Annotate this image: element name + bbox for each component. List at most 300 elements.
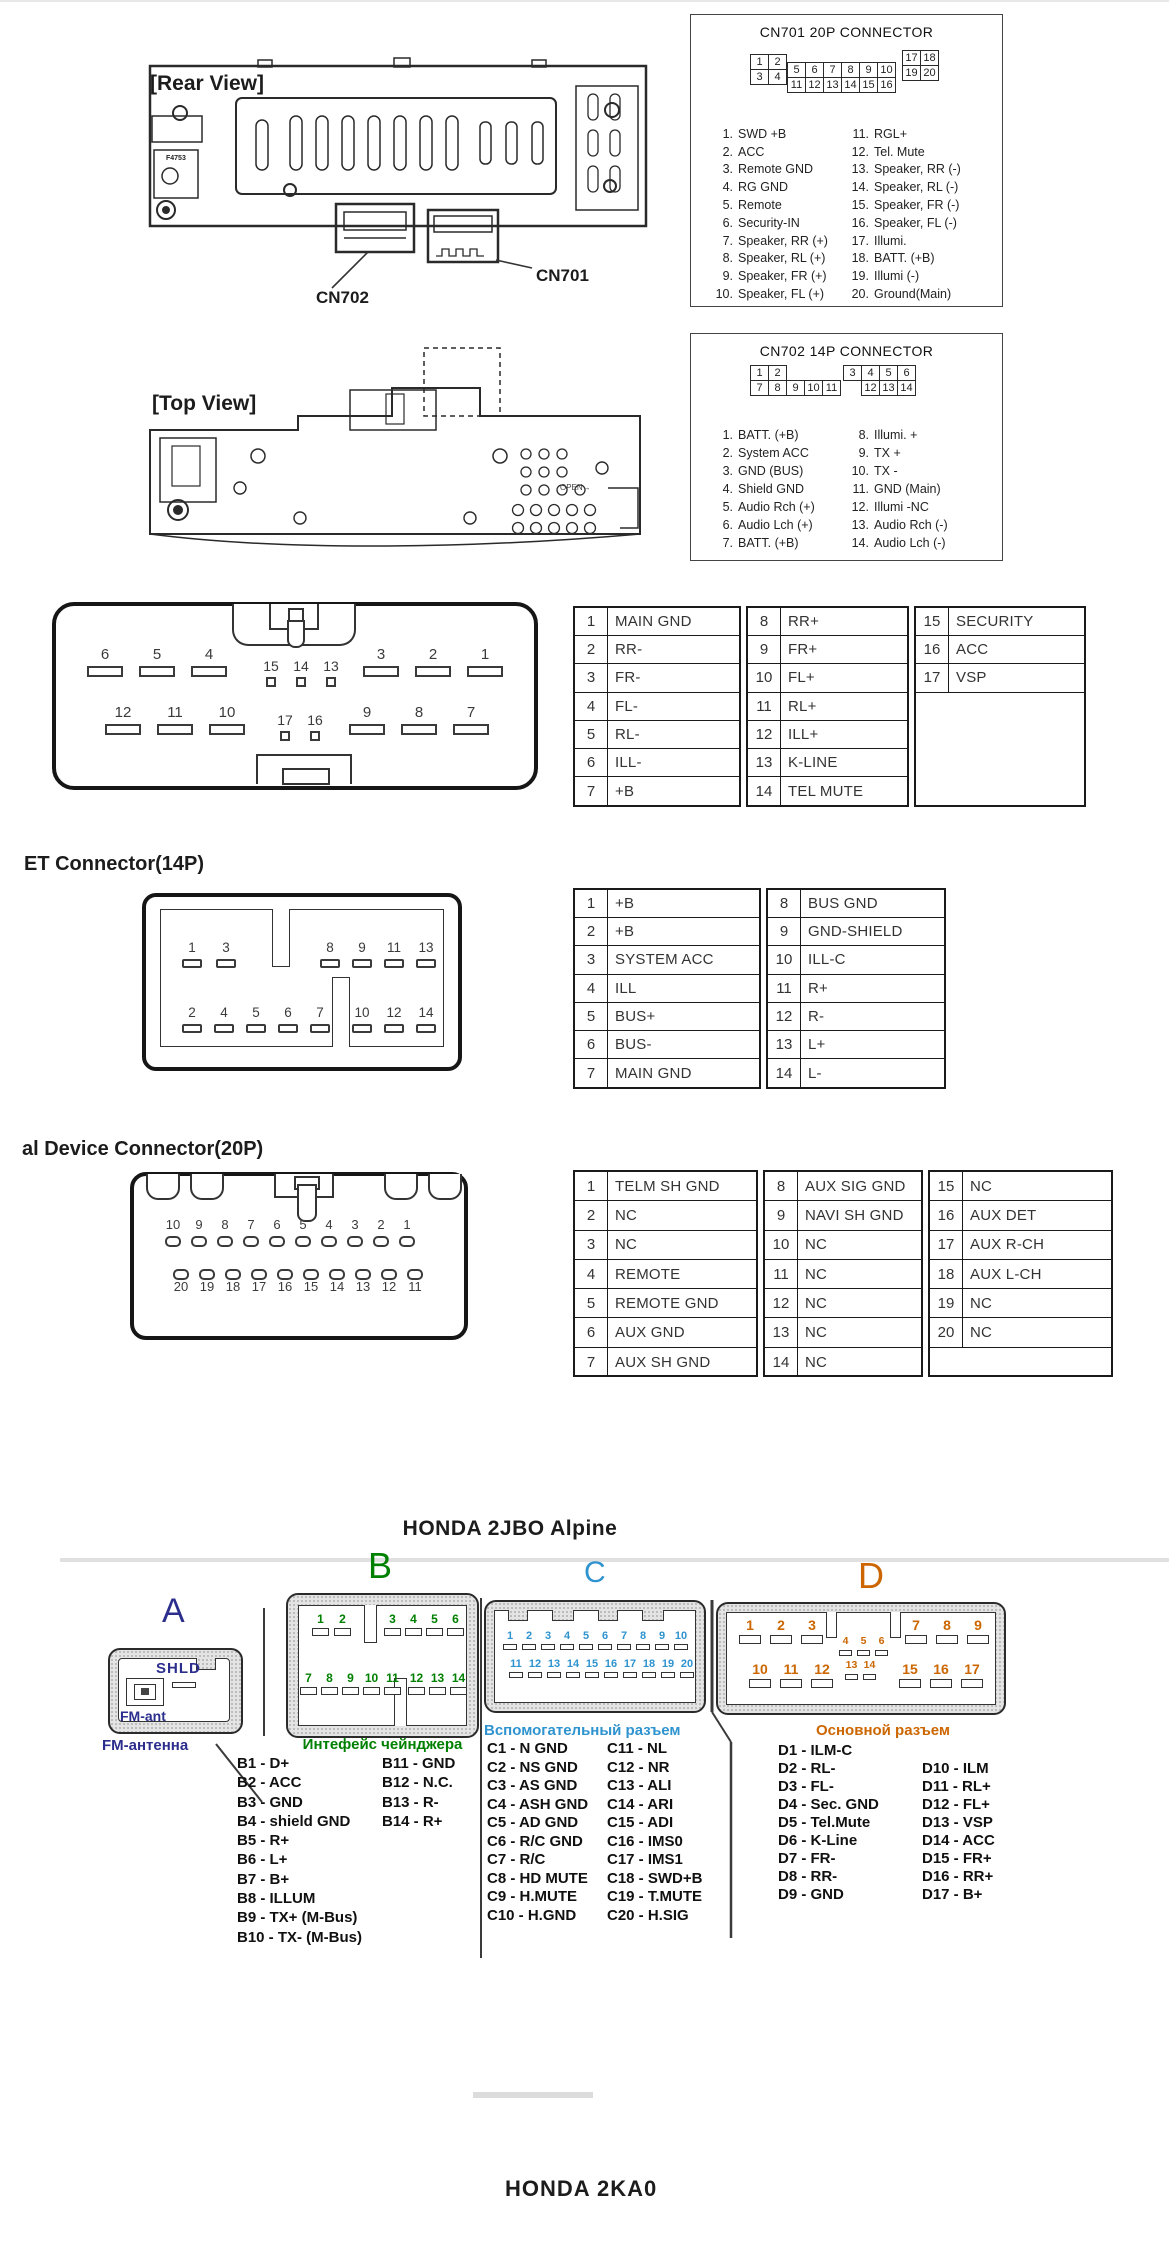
pin-table-row: 6 AUX GND (575, 1318, 756, 1347)
pin-table-row: 19 NC (930, 1289, 1111, 1318)
pin-cell: 8 (841, 62, 860, 78)
pin-table-row: 9 NAVI SH GND (765, 1201, 921, 1230)
connector-pin: 15 (584, 1658, 600, 1678)
pin-cell: 14 (841, 77, 860, 93)
pin-entry: C3 - AS GND (487, 1777, 578, 1794)
pin-table-row: 3 NC (575, 1231, 756, 1260)
pin-table-row: 16 ACC (916, 636, 1084, 664)
connector-pin: 11 (779, 1662, 803, 1688)
connector-pin: 4 (212, 1005, 236, 1033)
pin-list-row: 1. SWD +B (722, 126, 787, 141)
pin-list-row: 3. GND (BUS) (722, 464, 804, 478)
pin-table-row: 1 TELM SH GND (575, 1172, 756, 1201)
connector-pin: 4 (405, 1613, 422, 1636)
pin-list-row: 19. Illumi (-) (851, 269, 920, 284)
connector-pin: 18 (224, 1266, 242, 1295)
pin-cell: 9 (786, 380, 805, 396)
pin-cell: 13 (823, 77, 842, 93)
connector-pin: 6 (86, 646, 124, 677)
pin-cell: 11 (822, 380, 841, 396)
shld-label: SHLD (156, 1660, 201, 1677)
connector-pin: 10 (673, 1630, 689, 1650)
rear-small-text: F4753 (166, 155, 186, 162)
pin-table-row: 16 AUX DET (930, 1201, 1111, 1230)
connector-pin: 9 (348, 704, 386, 735)
pin-entry: D15 - FR+ (922, 1850, 992, 1867)
pin-table-row: 12 ILL+ (748, 721, 907, 749)
connector-pin: 1 (502, 1630, 518, 1650)
pin-list-row: 5. Remote (722, 198, 782, 213)
rear-view-label: [Rear View] (150, 72, 264, 95)
connector-pin: 19 (198, 1266, 216, 1295)
pin-entry: B14 - R+ (382, 1812, 443, 1830)
connector-pin: 1 (398, 1218, 416, 1247)
pin-table-row: 5 BUS+ (575, 1003, 759, 1031)
connector-pin: 13 (844, 1660, 859, 1680)
connector-pin: 7 (308, 1005, 332, 1033)
connector-pin: 5 (138, 646, 176, 677)
pin-table-row: 17 VSP (916, 664, 1084, 692)
connector-pin: 17 (250, 1266, 268, 1295)
pin-table-row: 13 L+ (768, 1031, 944, 1059)
pin-table-row: 10 NC (765, 1231, 921, 1260)
connector-pin: 5 (578, 1630, 594, 1650)
pin-entry: D1 - ILM-C (778, 1742, 853, 1759)
pin-entry: D14 - ACC (922, 1832, 995, 1849)
connector-a-drawing (108, 1648, 243, 1734)
connector-pin: 3 (346, 1218, 364, 1247)
connector-pin: 14 (450, 1672, 467, 1695)
pin-cell: 7 (823, 62, 842, 78)
connector-pin: 18 (641, 1658, 657, 1678)
alpine-title: HONDA 2JBO Alpine (402, 1517, 618, 1540)
pin-cell: 2 (768, 365, 787, 381)
connector-pin: 5 (294, 1218, 312, 1247)
connector-pin: 8 (321, 1672, 338, 1695)
connector-pin: 13 (354, 1266, 372, 1295)
connector-pin: 1 (180, 940, 204, 968)
pin-entry: B2 - ACC (237, 1774, 302, 1792)
cn702-callout-label: CN702 (316, 288, 369, 307)
connector-pin: 11 (382, 940, 406, 968)
connector-pin: 2 (372, 1218, 390, 1247)
connector-pin: 3 (362, 646, 400, 677)
pin-entry: C2 - NS GND (487, 1758, 578, 1776)
pin-cell: 4 (861, 365, 880, 381)
cn701-callout-label: CN701 (536, 266, 589, 285)
pin-table-row: 10 FL+ (748, 664, 907, 692)
connector-pin: 1 (738, 1618, 762, 1644)
pin-list-row: 11. RGL+ (852, 126, 908, 141)
pin-list-row: 7. Speaker, RR (+) (722, 233, 828, 248)
d-pin-list-left (778, 1742, 879, 1904)
connector-pin: 6 (276, 1005, 300, 1033)
connector-pin: 17 (622, 1658, 638, 1678)
pin-entry: C11 - NL (607, 1740, 668, 1757)
connector-pin: 4 (838, 1636, 853, 1656)
pin-table-row: 3 FR- (575, 664, 739, 692)
connector-pin: 12 (380, 1266, 398, 1295)
pin-entry: C9 - H.MUTE (487, 1888, 577, 1905)
c-pin-list-left (487, 1740, 588, 1925)
connector-pin: 14 (862, 1660, 877, 1680)
pin-table-row: 2 NC (575, 1201, 756, 1230)
pin-table-row: 20 NC (930, 1318, 1111, 1347)
pin-entry: C14 - ARI (607, 1795, 674, 1813)
pin-entry: C10 - H.GND (487, 1906, 577, 1924)
pin-cell: 8 (768, 380, 787, 396)
pin-cell: 2 (768, 54, 787, 70)
connector-pin: 3 (800, 1618, 824, 1644)
connector-pin: 2 (334, 1613, 351, 1636)
pin-table-row: 2 RR- (575, 636, 739, 664)
pin-entry: C5 - AD GND (487, 1814, 579, 1831)
connector-pin: 11 (406, 1266, 424, 1295)
connector-pin: 12 (408, 1672, 425, 1695)
pin-cell: 12 (805, 77, 824, 93)
pin-list-row: 15. Speaker, FR (-) (851, 198, 960, 213)
pin-list-row: 6. Security-IN (722, 215, 800, 230)
pin-entry: D13 - VSP (922, 1814, 993, 1831)
pin-cell: 5 (879, 365, 898, 381)
pin-list-row: 17. Illumi. (851, 233, 907, 248)
pin-list-row: 5. Audio Rch (+) (722, 500, 815, 514)
pin-entry: B5 - R+ (237, 1832, 290, 1850)
pin-cell: 1 (750, 54, 769, 70)
pin-table-row: 6 BUS- (575, 1031, 759, 1059)
connector-pin: 19 (660, 1658, 676, 1678)
footer-title: HONDA 2KA0 (505, 2176, 658, 2201)
pin-entry: C15 - ADI (607, 1814, 674, 1831)
pin-entry: D2 - RL- (778, 1760, 836, 1777)
pin-cell: 3 (843, 365, 862, 381)
connector-pin: 16 (276, 1266, 294, 1295)
pin-list-row: 10. Speaker, FL (+) (715, 287, 825, 302)
connector-pin: 16 (304, 712, 326, 741)
pin-cell: 18 (920, 50, 939, 66)
pin-entry: B7 - B+ (237, 1870, 290, 1888)
connector-c-drawing (484, 1600, 706, 1713)
pin-list-row: 13. Audio Rch (-) (851, 518, 948, 532)
connector-pin: 20 (172, 1266, 190, 1295)
connector-a-letter: A (162, 1592, 185, 1630)
pin-entry: D11 - RL+ (922, 1778, 991, 1795)
pin-cell: 16 (877, 77, 896, 93)
connector-pin: 9 (350, 940, 374, 968)
pin-table-row: 10 ILL-C (768, 946, 944, 974)
connector-pin: 14 (290, 658, 312, 687)
pin-entry: D16 - RR+ (922, 1868, 994, 1885)
connector-pin: 15 (260, 658, 282, 687)
pin-cell: 12 (861, 380, 880, 396)
connector-c-caption: Вспомогательный разъем (484, 1722, 681, 1739)
connector-pin: 13 (320, 658, 342, 687)
connector-pin: 12 (810, 1662, 834, 1688)
pin-entry: C8 - HD MUTE (487, 1869, 588, 1887)
connector-pin: 8 (400, 704, 438, 735)
pin-entry: B3 - GND (237, 1793, 303, 1811)
pin-cell: 9 (859, 62, 878, 78)
pin-list-row: 9. TX + (858, 446, 901, 460)
connector-pin: 7 (452, 704, 490, 735)
pin-entry: C20 - H.SIG (607, 1906, 689, 1924)
connector-d-letter: D (858, 1555, 884, 1596)
pin-table-row: 1 +B (575, 890, 759, 918)
connector-pin: 1 (466, 646, 504, 677)
pin-list-row: 6. Audio Lch (+) (722, 518, 813, 532)
connector-pin: 10 (363, 1672, 380, 1695)
pin-cell: 15 (859, 77, 878, 93)
connector-pin: 6 (874, 1636, 889, 1656)
pin-table-row: 4 ILL (575, 975, 759, 1003)
pin-table-row: 2 +B (575, 918, 759, 946)
connector-pin: 9 (654, 1630, 670, 1650)
connector-pin: 17 (960, 1662, 984, 1688)
pin-entry: C4 - ASH GND (487, 1795, 589, 1813)
connector-pin: 11 (384, 1672, 401, 1695)
connector-pin: 5 (856, 1636, 871, 1656)
pin-table-row: 12 R- (768, 1003, 944, 1031)
pin-list-row: 14. Audio Lch (-) (851, 536, 946, 550)
connector-pin: 1 (312, 1613, 329, 1636)
connector-pin: 5 (244, 1005, 268, 1033)
connector-pin: 8 (216, 1218, 234, 1247)
pin-list-row: 8. Illumi. + (858, 428, 918, 442)
connector-pin: 8 (635, 1630, 651, 1650)
connector-pin: 12 (104, 704, 142, 735)
pin-table-row: 15 NC (930, 1172, 1111, 1201)
connector-pin: 6 (597, 1630, 613, 1650)
connector-pin: 10 (208, 704, 246, 735)
connector-pin: 10 (748, 1662, 772, 1688)
pin-table-row: 14 L- (768, 1059, 944, 1087)
pin-list-row: 2. ACC (722, 144, 765, 159)
pin-entry: B6 - L+ (237, 1851, 288, 1869)
connector-pin: 16 (603, 1658, 619, 1678)
pin-cell: 10 (877, 62, 896, 78)
pin-cell: 13 (879, 380, 898, 396)
pin-entry: C19 - T.MUTE (607, 1888, 703, 1905)
pin-entry: D4 - Sec. GND (778, 1796, 879, 1813)
pin-table-row: 13 NC (765, 1318, 921, 1347)
dev20-heading: al Device Connector(20P) (22, 1138, 264, 1160)
pin-list-row: 18. BATT. (+B) (851, 251, 935, 266)
pin-entry: C18 - SWD+B (607, 1869, 703, 1887)
connector-pin: 16 (929, 1662, 953, 1688)
connector-pin: 7 (616, 1630, 632, 1650)
pin-table-row: 5 REMOTE GND (575, 1289, 756, 1318)
pin-entry: B11 - GND (382, 1755, 456, 1772)
connector-pin: 2 (521, 1630, 537, 1650)
pin-table-row: 12 NC (765, 1289, 921, 1318)
connector-pin: 6 (447, 1613, 464, 1636)
pin-entry: D17 - B+ (922, 1886, 983, 1903)
connector-pin: 9 (190, 1218, 208, 1247)
connector-pin: 2 (769, 1618, 793, 1644)
pin-table-row: 7 +B (575, 777, 739, 805)
pin-cell: 6 (897, 365, 916, 381)
connector-pin: 14 (414, 1005, 438, 1033)
pin-list-row: 3. Remote GND (722, 162, 814, 177)
pin-entry: D5 - Tel.Mute (778, 1814, 871, 1831)
connector-d-drawing (716, 1602, 1006, 1715)
pin-table-row: 15 SECURITY (916, 608, 1084, 636)
connector-pin: 4 (320, 1218, 338, 1247)
pin-entry: D8 - RR- (778, 1868, 838, 1885)
connector-pin: 11 (508, 1658, 524, 1678)
connector-pin: 3 (384, 1613, 401, 1636)
connector-pin: 14 (565, 1658, 581, 1678)
cn702-title: CN702 14P CONNECTOR (759, 343, 934, 359)
b-pin-list-right (382, 1755, 455, 1832)
connector-pin: 11 (156, 704, 194, 735)
pin-cell: 3 (750, 69, 769, 85)
pin-table-row: 11 R+ (768, 975, 944, 1003)
pin-list-row: 14. Speaker, RL (-) (851, 180, 959, 195)
pin-table-row: 17 AUX R-CH (930, 1231, 1111, 1260)
pin-entry: C1 - N GND (487, 1740, 568, 1757)
pin-entry: B8 - ILLUM (237, 1890, 316, 1908)
fm-ant-label: FM-ant (120, 1708, 166, 1724)
pin-table-row: 8 AUX SIG GND (765, 1172, 921, 1201)
pin-list-row: 11. GND (Main) (852, 482, 941, 496)
connector-pin: 9 (966, 1618, 990, 1644)
pin-list-row: 8. Speaker, RL (+) (722, 251, 826, 266)
pin-table-row: 8 BUS GND (768, 890, 944, 918)
connector-pin: 14 (328, 1266, 346, 1295)
pin-table-row: 9 FR+ (748, 636, 907, 664)
pin-table-row: 18 AUX L-CH (930, 1260, 1111, 1289)
open-label: OPEN→ (560, 483, 591, 492)
pin-entry: B1 - D+ (237, 1755, 290, 1772)
pin-list-row: 7. BATT. (+B) (722, 536, 799, 550)
pin-table-row: 4 FL- (575, 693, 739, 721)
pin-table-row: 13 K-LINE (748, 749, 907, 777)
connector-pin: 2 (180, 1005, 204, 1033)
connector-pin: 20 (679, 1658, 695, 1678)
pin-list-row: 4. Shield GND (722, 482, 804, 496)
pin-table-row: 3 SYSTEM ACC (575, 946, 759, 974)
connector-pin: 4 (190, 646, 228, 677)
connector-pin: 13 (546, 1658, 562, 1678)
pin-cell: 17 (902, 50, 921, 66)
pin-table-row: 7 MAIN GND (575, 1059, 759, 1087)
pin-cell: 6 (805, 62, 824, 78)
connector-pin: 15 (302, 1266, 320, 1295)
connector-b-letter: B (368, 1545, 393, 1586)
pin-entry: D10 - ILM (922, 1760, 989, 1777)
pin-entry: B9 - TX+ (M-Bus) (237, 1909, 358, 1927)
connector-pin: 10 (350, 1005, 374, 1033)
connector-pin: 6 (268, 1218, 286, 1247)
connector-pin: 8 (935, 1618, 959, 1644)
connector-pin: 2 (414, 646, 452, 677)
pin-cell: 4 (768, 69, 787, 85)
pin-list-row: 12. Tel. Mute (851, 144, 925, 159)
pin-entry: D6 - K-Line (778, 1832, 858, 1849)
connector-pin: 7 (904, 1618, 928, 1644)
cn701-title: CN701 20P CONNECTOR (759, 24, 934, 40)
pin-table-row: 11 NC (765, 1260, 921, 1289)
connector-pin: 7 (300, 1672, 317, 1695)
connector-pin: 15 (898, 1662, 922, 1688)
pin-table-row: 11 RL+ (748, 693, 907, 721)
pin-table-row: 9 GND-SHIELD (768, 918, 944, 946)
connector-pin: 7 (242, 1218, 260, 1247)
pin-list-row: 9. Speaker, FR (+) (722, 269, 827, 284)
pin-table-row: 8 RR+ (748, 608, 907, 636)
d-pin-list-right (922, 1760, 995, 1904)
connector-pin: 10 (164, 1218, 182, 1247)
pin-list-row: 10. TX - (851, 464, 898, 478)
connector-pin: 3 (214, 940, 238, 968)
pin-cell: 19 (902, 65, 921, 81)
pin-entry: C13 - ALI (607, 1777, 672, 1794)
pin-table-row: 14 TEL MUTE (748, 777, 907, 805)
c-pin-list-right (607, 1740, 702, 1925)
connector-c-letter: C (584, 1556, 606, 1589)
pin-entry: D7 - FR- (778, 1850, 836, 1867)
pin-list-row: 13. Speaker, RR (-) (851, 162, 961, 177)
pin-entry: B13 - R- (382, 1793, 439, 1811)
pin-table-row: 4 REMOTE (575, 1260, 756, 1289)
pin-entry: B4 - shield GND (237, 1812, 351, 1830)
pin-list-row: 16. Speaker, FL (-) (851, 215, 957, 230)
connector-pin: 9 (342, 1672, 359, 1695)
pin-table-row: 6 ILL- (575, 749, 739, 777)
connector-pin: 13 (429, 1672, 446, 1695)
connector-pin: 12 (527, 1658, 543, 1678)
pin-cell: 5 (787, 62, 806, 78)
top-view-label: [Top View] (152, 392, 257, 415)
pin-list-row: 2. System ACC (722, 446, 809, 460)
pin-table-row: 14 NC (765, 1348, 921, 1377)
et14-heading: ET Connector(14P) (24, 853, 205, 875)
pin-cell: 14 (897, 380, 916, 396)
pin-list-row: 1. BATT. (+B) (722, 428, 799, 442)
pin-entry: C12 - NR (607, 1758, 670, 1776)
pin-list-row: 12. Illumi -NC (851, 500, 929, 514)
pin-entry: C7 - R/C (487, 1851, 546, 1868)
connector-pin: 3 (540, 1630, 556, 1650)
connector-d-caption: Основной разъем (815, 1722, 950, 1739)
connector-pin: 4 (559, 1630, 575, 1650)
connector-pin: 17 (274, 712, 296, 741)
pin-table-row: 5 RL- (575, 721, 739, 749)
pin-cell: 20 (920, 65, 939, 81)
pin-entry: C16 - IMS0 (607, 1832, 683, 1850)
connector-pin: 12 (382, 1005, 406, 1033)
connector-pin: 13 (414, 940, 438, 968)
pin-cell: 11 (787, 77, 806, 93)
connector-pin: 8 (318, 940, 342, 968)
pin-entry: D9 - GND (778, 1886, 844, 1903)
footer-gray-bar (473, 2092, 593, 2098)
pin-entry: D3 - FL- (778, 1778, 834, 1795)
pin-cell: 7 (750, 380, 769, 396)
pin-entry: C17 - IMS1 (607, 1851, 683, 1868)
b-pin-list-left (237, 1755, 362, 1948)
connector-b-caption: Интефейс чейнджера (302, 1736, 463, 1753)
connector-pin: 5 (426, 1613, 443, 1636)
connector-a-caption: FM-антенна (102, 1737, 189, 1754)
pin-table-row: 1 MAIN GND (575, 608, 739, 636)
pin-entry: B12 - N.C. (382, 1774, 453, 1792)
pin-entry: D12 - FL+ (922, 1796, 990, 1813)
pin-entry: B10 - TX- (M-Bus) (237, 1928, 362, 1946)
pin-cell: 10 (804, 380, 823, 396)
pin-cell: 1 (750, 365, 769, 381)
